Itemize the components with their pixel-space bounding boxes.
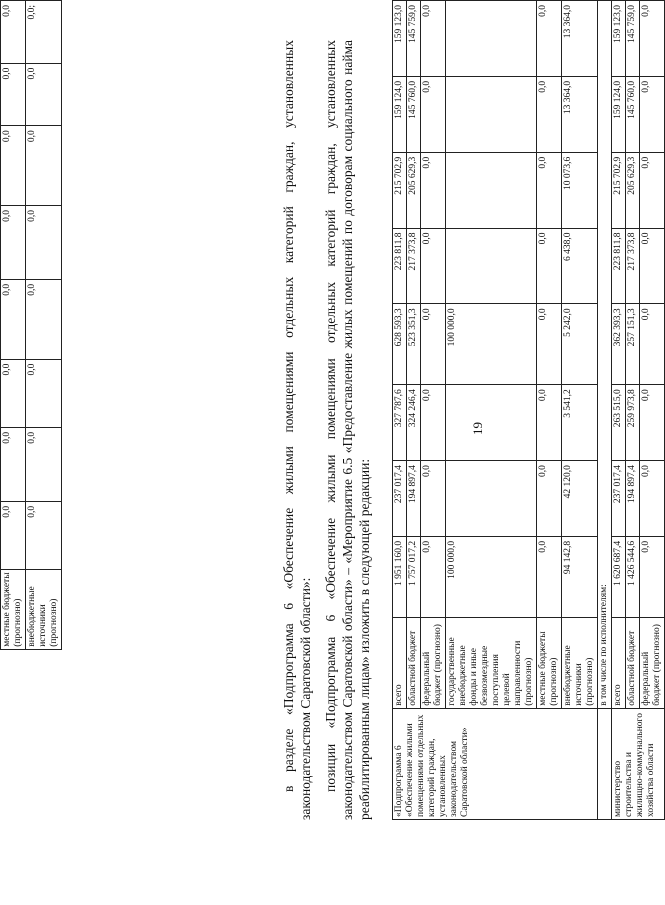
cell-value: 0,0 [640, 385, 665, 461]
cell-value: 6 438,0 [562, 228, 598, 304]
cell-value: 0,0 [421, 385, 446, 461]
cell-value: 0,0 [640, 536, 665, 617]
table-row [640, 1, 665, 820]
cell-value: 523 351,3 [407, 304, 421, 385]
cell-value: 0,0 [537, 228, 562, 304]
continuation-table [0, 0, 62, 820]
cell-value: 327 787,6 [393, 385, 407, 461]
cell-value: 0,0 [1, 1, 26, 64]
cell-value: 145 759,0 [626, 1, 640, 77]
cell-value: 0,0 [26, 359, 62, 427]
cell-value: 237 017,4 [612, 461, 626, 537]
cell-value [446, 1, 537, 77]
cell-value: 0,0; [26, 1, 62, 64]
cell-value: 223 811,8 [393, 228, 407, 304]
cell-value: 42 120,0 [562, 461, 598, 537]
cell-value: 0,0 [537, 1, 562, 77]
cell-value: 0,0 [537, 76, 562, 152]
cell-value: 223 811,8 [612, 228, 626, 304]
cell-value: 217 373,8 [407, 228, 421, 304]
cell-value [446, 228, 537, 304]
cell-value: 100 000,0 [446, 536, 537, 617]
cell-value: 0,0 [421, 152, 446, 228]
cell-value: 0,0 [26, 63, 62, 126]
table-row [1, 1, 26, 821]
cell-value: 0,0 [26, 126, 62, 206]
cell-value: 145 759,0 [407, 1, 421, 77]
amendment-paragraph-1: в разделе «Подпрограмма 6 «Обеспечение жилыми помещениями отдельных категорий граждан, установленных законодательством Саратовской области»: [281, 40, 313, 820]
cell-value [446, 461, 537, 537]
cell-value: 145 760,0 [407, 76, 421, 152]
cell-value: 0,0 [640, 304, 665, 385]
cell-value: 257 151,3 [626, 304, 640, 385]
cell-value: 0,0 [1, 205, 26, 279]
cell-value: 0,0 [640, 152, 665, 228]
cell-value: 0,0 [537, 152, 562, 228]
cell-value: 0,0 [421, 1, 446, 77]
row-label: внебюджетные источники (прогнозно) [562, 617, 598, 708]
row-label: областной бюджет [407, 617, 421, 708]
cell-value: 0,0 [537, 304, 562, 385]
row-label: федеральный бюджет (прогнозно) [421, 617, 446, 708]
table-row [626, 1, 640, 820]
cell-value: 94 142,8 [562, 536, 598, 617]
cell-value: 0,0 [421, 536, 446, 617]
cell-value [446, 152, 537, 228]
cell-value: 0,0 [640, 228, 665, 304]
row-label: всего [612, 617, 626, 708]
table-row [446, 1, 537, 820]
cell-value: 0,0 [26, 501, 62, 569]
row-label: всего [393, 617, 407, 708]
cell-value: 0,0 [421, 228, 446, 304]
row-label: государственные внебюджетные фонды и иные безвозмездные поступления целевой направленности (прогнозно) [446, 617, 537, 708]
cell-value: 0,0 [421, 461, 446, 537]
cell-value: 1 426 544,6 [626, 536, 640, 617]
cell-value: 13 364,0 [562, 76, 598, 152]
cell-value: 0,0 [640, 76, 665, 152]
cell-value: 1 757 017,2 [407, 536, 421, 617]
cell-value: 0,0 [1, 359, 26, 427]
cell-value: 194 897,4 [626, 461, 640, 537]
cell-value: 324 246,4 [407, 385, 421, 461]
cell-value: 194 897,4 [407, 461, 421, 537]
table-row [612, 1, 626, 820]
cell-value: 215 702,9 [612, 152, 626, 228]
executor-label: министерство строительства и жилищно-коммунального хозяйства области [612, 708, 665, 819]
cell-value: 10 073,6 [562, 152, 598, 228]
cell-value: 205 629,3 [407, 152, 421, 228]
cell-value: 0,0 [1, 126, 26, 206]
cell-value: 263 515,0 [612, 385, 626, 461]
cell-value: 0,0 [537, 461, 562, 537]
page-number: 19 [470, 422, 485, 435]
cell-value: 159 123,0 [612, 1, 626, 77]
amendment-paragraph-2: позиции «Подпрограмма 6 «Обеспечение жилыми помещениями отдельных категорий граждан, установленных законодательством Саратовской области» – «Мероприятие 6.5 «Предоставление жилых помещений по договорам социального найма реабилитированным лицам» изложить в следующей редакции: [323, 40, 372, 820]
cell-value: 0,0 [1, 501, 26, 569]
cell-value: 145 760,0 [626, 76, 640, 152]
table-row [421, 1, 446, 820]
cell-value: 159 124,0 [393, 76, 407, 152]
funding-table [392, 0, 665, 820]
cell-value: 215 702,9 [393, 152, 407, 228]
cell-value: 237 017,4 [393, 461, 407, 537]
row-label: внебюджетные источники (прогнозно) [26, 570, 62, 650]
row-label: местные бюджеты (прогнозно) [537, 617, 562, 708]
cell-value: 1 620 687,4 [612, 536, 626, 617]
table-row [598, 1, 612, 820]
cell-value: 0,0 [26, 427, 62, 501]
row-label: федеральный бюджет (прогнозно) [640, 617, 665, 708]
cell-value: 362 393,3 [612, 304, 626, 385]
cell-value [446, 76, 537, 152]
cell-value: 217 373,8 [626, 228, 640, 304]
cell-value: 0,0 [537, 536, 562, 617]
cell-value: 0,0 [26, 279, 62, 359]
cell-value: 0,0 [421, 76, 446, 152]
executors-subheader: в том числе по исполнителям: [598, 1, 612, 709]
cell-value: 0,0 [1, 63, 26, 126]
cell-value: 1 951 160,0 [393, 536, 407, 617]
cell-value: 0,0 [1, 279, 26, 359]
cell-value: 0,0 [537, 385, 562, 461]
cell-value: 628 593,3 [393, 304, 407, 385]
table-row [26, 1, 62, 821]
cell-value: 259 973,8 [626, 385, 640, 461]
subprogram-label: «Подпрограмма 6 «Обеспечение жилыми помещениями отдельных категорий граждан, установленных законодательством Саратовской области» [393, 708, 598, 819]
cell-value: 205 629,3 [626, 152, 640, 228]
cell-value: 0,0 [26, 205, 62, 279]
cell-value: 0,0 [640, 1, 665, 77]
cell-value [446, 385, 537, 461]
cell-value: 159 123,0 [393, 1, 407, 77]
cell-value: 3 541,2 [562, 385, 598, 461]
cell-value: 100 000,0 [446, 304, 537, 385]
cell-value: 0,0 [421, 304, 446, 385]
cell-value: 13 364,0 [562, 1, 598, 77]
table-row [537, 1, 562, 820]
row-label: местные бюджеты (прогнозно) [1, 570, 26, 650]
cell-value: 0,0 [640, 461, 665, 537]
table-row [393, 1, 407, 820]
table-row [407, 1, 421, 820]
cell-value: 5 242,0 [562, 304, 598, 385]
cell-value: 159 124,0 [612, 76, 626, 152]
row-label: областной бюджет [626, 617, 640, 708]
cell-value: 0,0 [1, 427, 26, 501]
table-row [562, 1, 598, 820]
